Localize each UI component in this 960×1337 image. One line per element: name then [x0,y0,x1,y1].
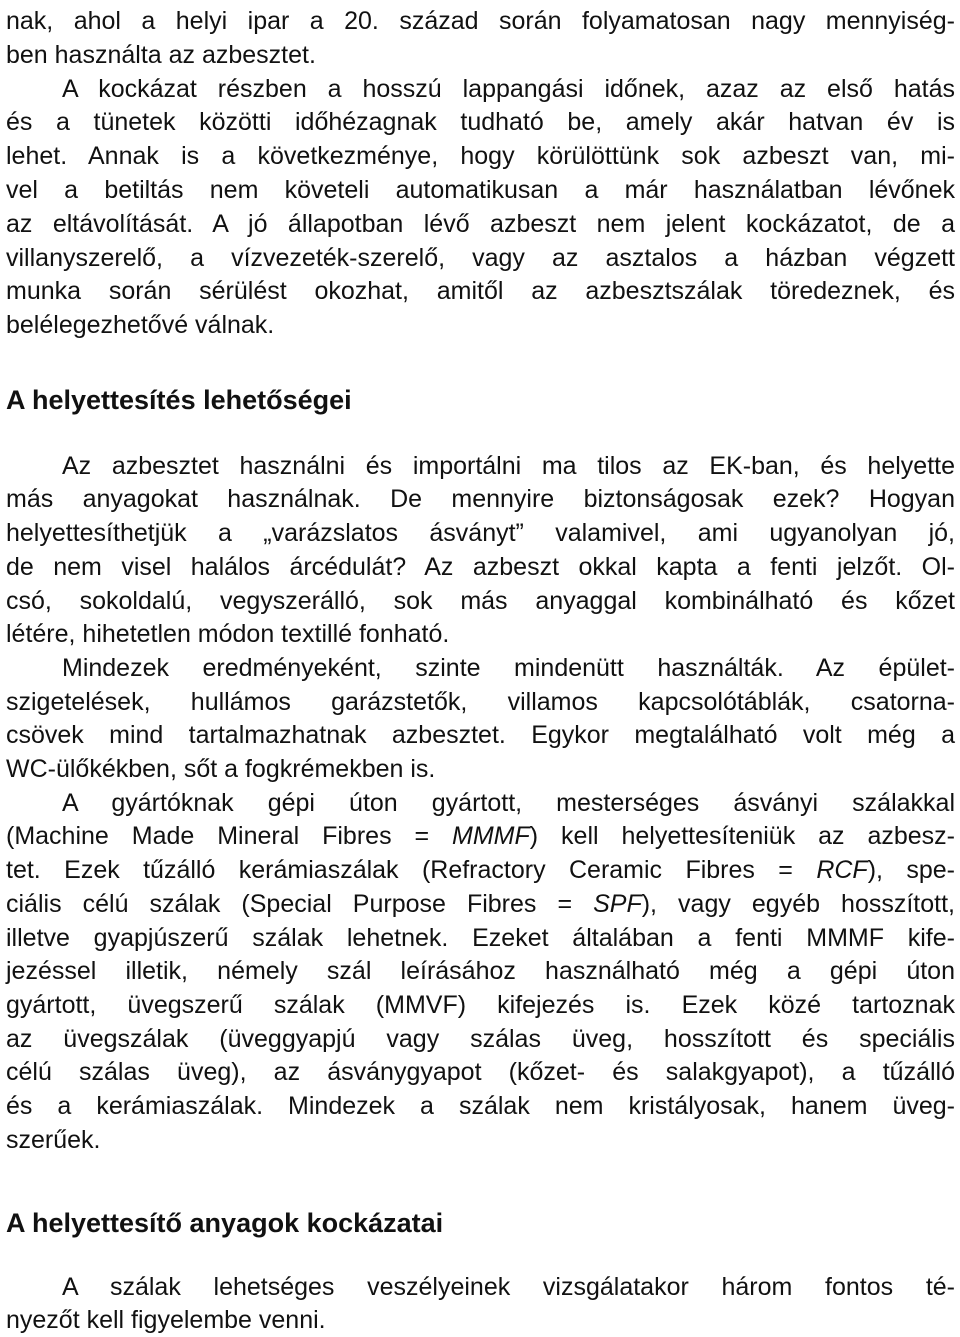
text-line: más anyagokat használnak. De mennyire biztonságosak ezek? Hogyan [6,485,955,513]
text-segment: ), vagy egyéb hosszított, [641,890,955,918]
text-line: nak, ahol a helyi ipar a 20. század során folyamatosan nagy mennyiség- [6,7,955,35]
text-line: gyártott, üvegszerű szálak (MMVF) kifejezés is. Ezek közé tartoznak [6,991,955,1019]
section-heading: A helyettesítés lehetőségei [6,385,352,415]
text-line: illetve gyapjúszerű szálak lehetnek. Ezeket általában a fenti MMMF kife- [6,924,955,952]
text-line: belélegezhetővé válnak. [6,311,275,339]
text-segment: ), spe- [867,856,956,884]
text-line: lehet. Annak is a következménye, hogy körülöttünk sok azbeszt van, mi- [6,142,955,170]
text-line: létére, hihetetlen módon textillé fonható. [6,620,450,648]
text-line [6,887,955,921]
text-line: A kockázat részben a hosszú lappangási időnek, azaz az első hatás [62,75,955,103]
abbreviation: RCF [816,856,868,884]
text-line: az üvegszálak (üveggyapjú vagy szálas üveg, hosszított és speciális [6,1025,955,1053]
text-line: az eltávolítását. A jó állapotban lévő azbeszt nem jelent kockázatot, de a [6,210,955,238]
text-segment: (Machine Made Mineral Fibres = [6,822,453,850]
text-line [6,819,955,853]
text-line: Mindezek eredményeként, szinte mindenütt használták. Az épület- [62,654,955,682]
abbreviation: SPF [593,890,642,918]
text-line: de nem visel halálos árcédulát? Az azbeszt okkal kapta a fenti jelzőt. Ol- [6,553,955,581]
text-line: nyezőt kell figyelembe venni. [6,1306,326,1334]
section-heading: A helyettesítő anyagok kockázatai [6,1208,444,1238]
text-line: munka során sérülést okozhat, amitől az azbesztszálak töredeznek, és [6,277,955,305]
text-line: ben használta az azbesztet. [6,41,316,69]
text-line: helyettesíthetjük a „varázslatos ásványt” valamivel, ami ugyanolyan jó, [6,519,955,547]
text-line: szigetelések, hullámos garázstetők, villamos kapcsolótáblák, csatorna- [6,688,955,716]
abbreviation: MMMF [452,822,530,850]
text-segment: ciális célú szálak (Special Purpose Fibres = [6,890,594,918]
text-line: vel a betiltás nem követeli automatikusan a már használatban lévőnek [6,176,955,204]
text-line: villanyszerelő, a vízvezeték-szerelő, vagy az asztalos a házban végzett [6,244,955,272]
text-line: és a kerámiaszálak. Mindezek a szálak nem kristályosak, hanem üveg- [6,1092,955,1120]
text-segment: ) kell helyettesíteniük az azbesz- [529,822,955,850]
text-line: és a tünetek közötti időhézagnak tudható be, amely akár hatvan év is [6,108,955,136]
text-line: A gyártóknak gépi úton gyártott, mesterséges ásványi szálakkal [62,789,955,817]
text-line: szerűek. [6,1126,101,1154]
text-line: célú szálas üveg), az ásványgyapot (kőzet- és salakgyapot), a tűzálló [6,1058,955,1086]
text-line: csó, sokoldalú, vegyszerálló, sok más anyaggal kombinálható és kőzet [6,587,955,615]
text-line: WC-ülőkékben, sőt a fogkrémekben is. [6,755,436,783]
text-line: csövek mind tartalmazhatnak azbesztet. Egykor megtalálható volt még a [6,721,955,749]
text-line: jezéssel illetik, némely szál leírásához használható még a gépi úton [6,957,955,985]
text-line [6,853,955,887]
text-segment: tet. Ezek tűzálló kerámiaszálak (Refractory Ceramic Fibres = [6,856,817,884]
text-line: A szálak lehetséges veszélyeinek vizsgálatakor három fontos té- [62,1273,955,1301]
text-line: Az azbesztet használni és importálni ma tilos az EK-ban, és helyette [62,452,955,480]
